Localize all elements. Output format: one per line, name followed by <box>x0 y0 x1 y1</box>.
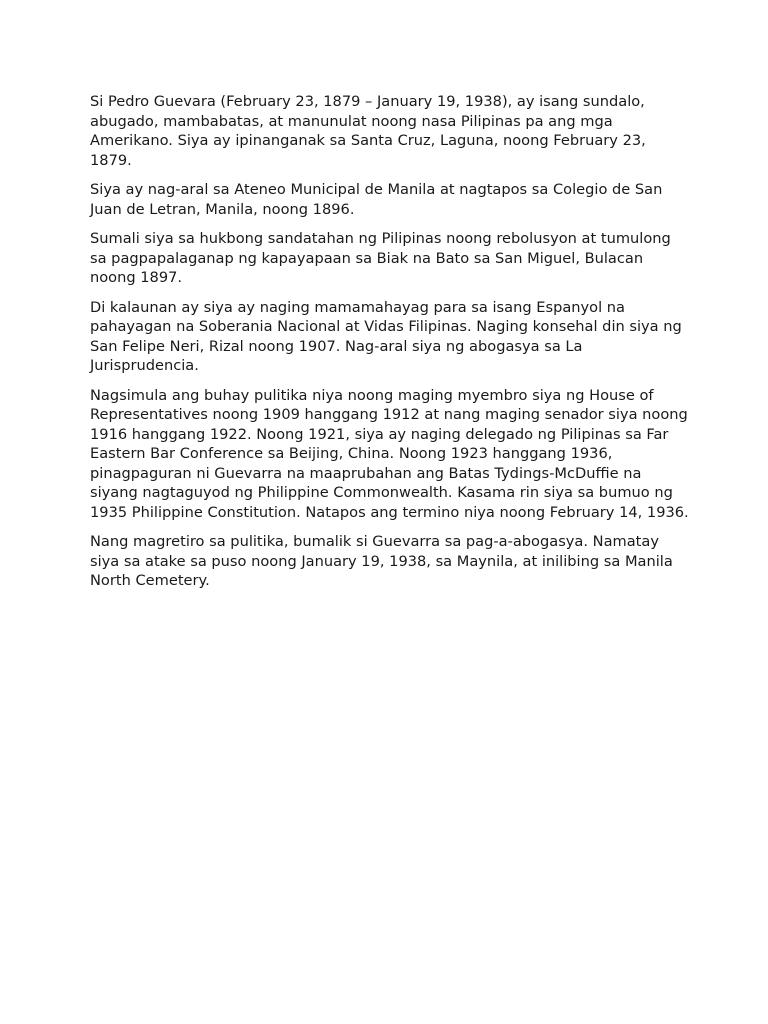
paragraph-4: Di kalaunan ay siya ay naging mamamahayag para sa isang Espanyol na pahayagan na Soberania Nacional at Vidas Filipinas. Naging konsehal din siya ng San Felipe Neri, Rizal noong 1907. Nag-aral siya ng abogasya sa La Jurisprudencia. <box>90 298 682 374</box>
document-body <box>90 92 690 601</box>
paragraph-6: Nang magretiro sa pulitika, bumalik si Guevarra sa pag-a-abogasya. Namatay siya sa atake sa puso noong January 19, 1938, sa Maynila, at inilibing sa Manila North Cemetery. <box>90 533 673 589</box>
paragraph-5: Nagsimula ang buhay pulitika niya noong maging myembro siya ng House of Representatives noong 1909 hanggang 1912 at nang maging senador siya noong 1916 hanggang 1922. Noong 1921, siya ay naging delegado ng Pilipinas sa Far Eastern Bar Conference sa Beijing, China. Noong 1923 hanggang 1936, pinagpaguran ni Guevarra na maaprubahan ang Batas Tydings-McDuffie na siyang nagtaguyod ng Philippine Commonwealth. Kasama rin siya sa bumuo ng 1935 Philippine Constitution. Natapos ang termino niya noong February 14, 1936. <box>90 386 689 521</box>
paragraph-2: Siya ay nag-aral sa Ateneo Municipal de Manila at nagtapos sa Colegio de San Juan de Letran, Manila, noong 1896. <box>90 181 663 218</box>
paragraph-3: Sumali siya sa hukbong sandatahan ng Pilipinas noong rebolusyon at tumulong sa pagpapalaganap ng kapayapaan sa Biak na Bato sa San Miguel, Bulacan noong 1897. <box>90 230 671 286</box>
paragraph-1: Si Pedro Guevara (February 23, 1879 – January 19, 1938), ay isang sundalo, abugado, mambabatas, at manunulat noong nasa Pilipinas pa ang mga Amerikano. Siya ay ipinanganak sa Santa Cruz, Laguna, noong February 23, 1879. <box>90 93 646 169</box>
